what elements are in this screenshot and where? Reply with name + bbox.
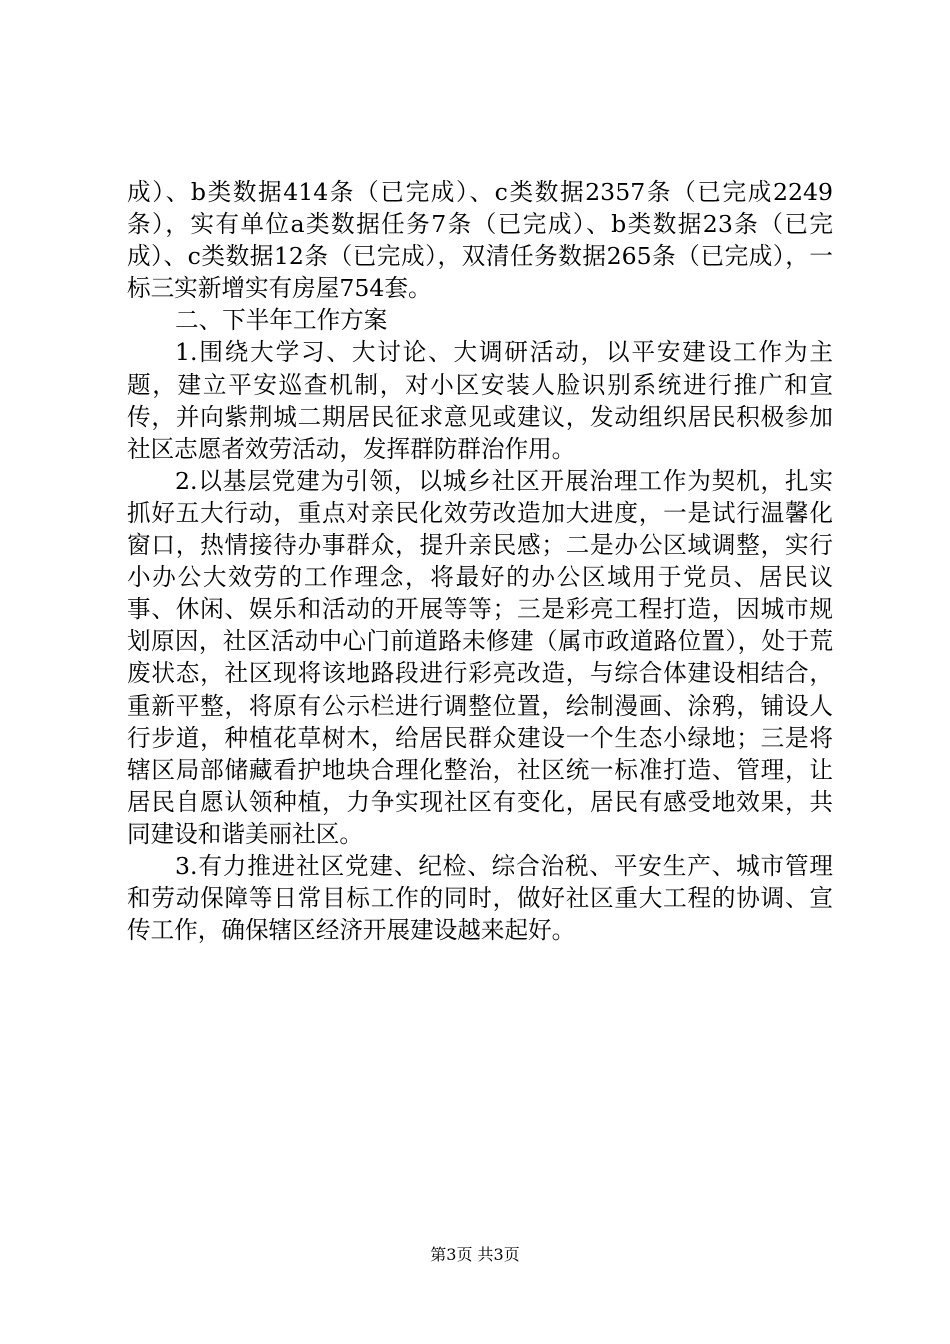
paragraph-item-3: 3.有力推进社区党建、纪检、综合治税、平安生产、城市管理和劳动保障等日常目标工作的同时，做好社区重大工程的协调、宣传工作，确保辖区经济开展建设越来起好。 xyxy=(127,851,833,945)
section-heading: 二、下半年工作方案 xyxy=(175,306,388,335)
paragraph-continuation: 成）、b类数据414条（已完成）、c类数据2357条（已完成2249条），实有单位a类数据任务7条（已完成）、b类数据23条（已完成）、c类数据12条（已完成），双清任务数据265条（已完成），一标三实新增实有房屋754套。 xyxy=(127,178,833,303)
paragraph-item-2: 2.以基层党建为引领，以城乡社区开展治理工作为契机，扎实抓好五大行动，重点对亲民化效劳改造加大进度，一是试行温馨化窗口，热情接待办事群众，提升亲民感；二是办公区域调整，实行小办公大效劳的工作理念，将最好的办公区域用于党员、居民议事、休闲、娱乐和活动的开展等等；三是彩亮工程打造，因城市规划原因，社区活动中心门前道路未修建（属市政道路位置），处于荒废状态，社区现将该地路段进行彩亮改造，与综合体建设相结合，重新平整，将原有公示栏进行调整位置，绘制漫画、涂鸦，铺设人行步道，种植花草树木，给居民群众建设一个生态小绿地；三是将辖区局部储藏看护地块合理化整治，社区统一标准打造、管理，让居民自愿认领种植，力争实现社区有变化，居民有感受地效果，共同建设和谐美丽社区。 xyxy=(127,466,833,848)
page-footer: 第3页 共3页 xyxy=(430,1245,520,1264)
document-body xyxy=(127,176,833,946)
paragraph-item-1: 1.围绕大学习、大讨论、大调研活动，以平安建设工作为主题，建立平安巡查机制，对小区安装人脸识别系统进行推广和宣传，并向紫荆城二期居民征求意见或建议，发动组织居民积极参加社区志愿者效劳活动，发挥群防群治作用。 xyxy=(127,338,833,463)
